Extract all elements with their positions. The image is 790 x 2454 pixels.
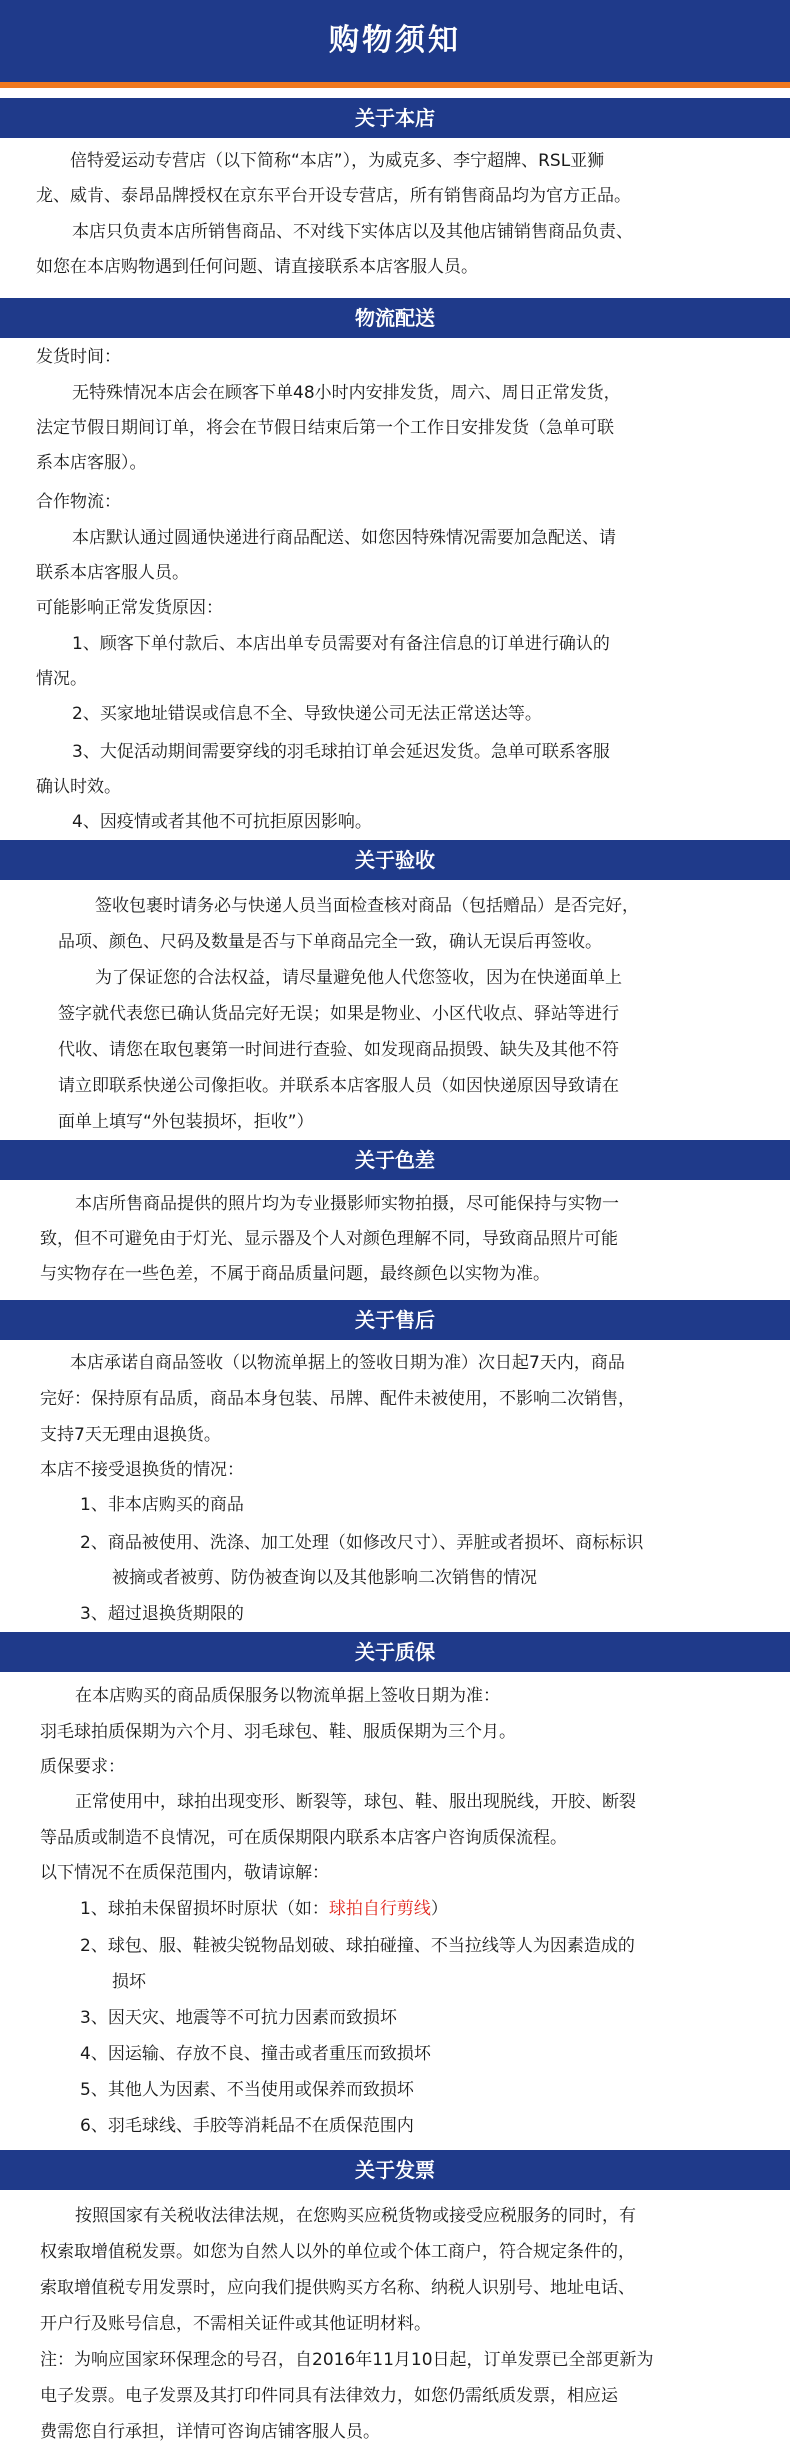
warranty-line-6: 以下情况不在质保范围内，敬请谅解： xyxy=(40,1863,329,1883)
about-line-1: 倍特爱运动专营店（以下简称“本店”），为威克多、李宁超牌、RSL亚狮 xyxy=(70,151,605,171)
aftersale-line-2: 完好：保持原有品质，商品本身包装、吊牌、配件未被使用，不影响二次销售， xyxy=(40,1389,635,1409)
section-heading-warranty: 关于质保 xyxy=(0,1632,790,1672)
invoice-line-6: 电子发票。电子发票及其打印件同具有法律效力，如您仍需纸质发票，相应运 xyxy=(40,2386,618,2406)
page-title: 购物须知 xyxy=(329,23,461,58)
inspection-line-2: 品项、颜色、尺码及数量是否与下单商品完全一致，确认无误后再签收。 xyxy=(58,932,602,952)
logistics-line-3: 法定节假日期间订单，将会在节假日结束后第一个工作日安排发货（急单可联 xyxy=(36,418,614,438)
section-heading-color: 关于色差 xyxy=(0,1140,790,1180)
warranty-line-1: 在本店购买的商品质保服务以物流单据上签收日期为准： xyxy=(75,1686,500,1706)
logistics-line-14: 4、因疫情或者其他不可抗拒原因影响。 xyxy=(72,812,372,832)
logistics-line-1: 发货时间： xyxy=(36,347,121,367)
color-line-1: 本店所售商品提供的照片均为专业摄影师实物拍摄，尽可能保持与实物一 xyxy=(75,1194,619,1214)
warranty-line-8: 2、球包、服、鞋被尖锐物品划破、球拍碰撞、不当拉线等人为因素造成的 xyxy=(80,1936,635,1956)
section-heading-about: 关于本店 xyxy=(0,98,790,138)
about-line-4: 如您在本店购物遇到任何问题、请直接联系本店客服人员。 xyxy=(36,257,478,277)
aftersale-line-8: 3、超过退换货期限的 xyxy=(80,1604,244,1624)
logistics-line-11: 2、买家地址错误或信息不全、导致快递公司无法正常送达等。 xyxy=(72,704,542,724)
section-heading-inspection: 关于验收 xyxy=(0,840,790,880)
color-line-2: 致，但不可避免由于灯光、显示器及个人对颜色理解不同，导致商品照片可能 xyxy=(40,1229,618,1249)
about-line-3: 本店只负责本店所销售商品、不对线下实体店以及其他店铺销售商品负责、 xyxy=(72,222,633,242)
warranty-line-10: 3、因天灾、地震等不可抗力因素而致损坏 xyxy=(80,2008,397,2028)
warranty-line-7-close: ） xyxy=(430,1899,448,1919)
inspection-line-5: 代收、请您在取包裹第一时间进行查验、如发现商品损毁、缺失及其他不符 xyxy=(58,1040,619,1060)
logistics-line-2: 无特殊情况本店会在顾客下单48小时内安排发货，周六、周日正常发货， xyxy=(72,383,621,403)
aftersale-line-1: 本店承诺自商品签收（以物流单据上的签收日期为准）次日起7天内，商品 xyxy=(70,1353,625,1373)
warranty-line-7-text: 1、球拍未保留损坏时原状（如： xyxy=(80,1899,329,1919)
invoice-line-5: 注：为响应国家环保理念的号召，自2016年11月10日起，订单发票已全部更新为 xyxy=(40,2350,654,2370)
header-accent-stripe xyxy=(0,82,790,88)
aftersale-line-4: 本店不接受退换货的情况： xyxy=(40,1460,244,1480)
color-line-3: 与实物存在一些色差，不属于商品质量问题，最终颜色以实物为准。 xyxy=(40,1264,550,1284)
logistics-line-7: 联系本店客服人员。 xyxy=(36,563,189,583)
warranty-line-5: 等品质或制造不良情况，可在质保期限内联系本店客户咨询质保流程。 xyxy=(40,1828,567,1848)
aftersale-line-5: 1、非本店购买的商品 xyxy=(80,1495,244,1515)
aftersale-line-7: 被摘或者被剪、防伪被查询以及其他影响二次销售的情况 xyxy=(112,1568,537,1588)
about-line-2: 龙、威肯、泰昂品牌授权在京东平台开设专营店，所有销售商品均为官方正品。 xyxy=(36,186,631,206)
warranty-line-2: 羽毛球拍质保期为六个月、羽毛球包、鞋、服质保期为三个月。 xyxy=(40,1722,516,1742)
warranty-line-9: 损坏 xyxy=(112,1972,146,1992)
invoice-line-4: 开户行及账号信息，不需相关证件或其他证明材料。 xyxy=(40,2314,431,2334)
logistics-line-4: 系本店客服）。 xyxy=(36,453,147,473)
section-heading-aftersale: 关于售后 xyxy=(0,1300,790,1340)
warranty-line-11: 4、因运输、存放不良、撞击或者重压而致损坏 xyxy=(80,2044,431,2064)
invoice-line-2: 权索取增值税发票。如您为自然人以外的单位或个体工商户，符合规定条件的， xyxy=(40,2242,635,2262)
section-heading-logistics: 物流配送 xyxy=(0,298,790,338)
warranty-highlight-text: 球拍自行剪线 xyxy=(328,1899,431,1919)
warranty-line-12: 5、其他人为因素、不当使用或保养而致损坏 xyxy=(80,2080,414,2100)
warranty-line-4: 正常使用中，球拍出现变形、断裂等，球包、鞋、服出现脱线，开胶、断裂 xyxy=(75,1792,636,1812)
logistics-line-5: 合作物流： xyxy=(36,492,121,512)
logistics-line-9: 1、顾客下单付款后、本店出单专员需要对有备注信息的订单进行确认的 xyxy=(72,634,610,654)
invoice-line-7: 费需您自行承担，详情可咨询店铺客服人员。 xyxy=(40,2422,380,2442)
logistics-line-10: 情况。 xyxy=(36,669,87,689)
inspection-line-6: 请立即联系快递公司像拒收。并联系本店客服人员（如因快递原因导致请在 xyxy=(58,1076,619,1096)
logistics-line-12: 3、大促活动期间需要穿线的羽毛球拍订单会延迟发货。急单可联系客服 xyxy=(72,742,610,762)
logistics-line-6: 本店默认通过圆通快递进行商品配送、如您因特殊情况需要加急配送、请 xyxy=(72,528,616,548)
logistics-line-13: 确认时效。 xyxy=(36,777,121,797)
inspection-line-3: 为了保证您的合法权益，请尽量避免他人代您签收，因为在快递面单上 xyxy=(95,968,622,988)
aftersale-line-3: 支持7天无理由退换货。 xyxy=(40,1425,221,1445)
invoice-line-3: 索取增值税专用发票时，应向我们提供购买方名称、纳税人识别号、地址电话、 xyxy=(40,2278,635,2298)
section-heading-invoice: 关于发票 xyxy=(0,2150,790,2190)
invoice-line-1: 按照国家有关税收法律法规，在您购买应税货物或接受应税服务的同时，有 xyxy=(75,2206,636,2226)
inspection-line-1: 签收包裹时请务必与快递人员当面检查核对商品（包括赠品）是否完好， xyxy=(95,896,639,916)
warranty-line-13: 6、羽毛球线、手胶等消耗品不在质保范围内 xyxy=(80,2116,414,2136)
inspection-line-7: 面单上填写“外包装损坏，拒收”） xyxy=(58,1112,314,1132)
warranty-line-3: 质保要求： xyxy=(40,1757,125,1777)
logistics-line-8: 可能影响正常发货原因： xyxy=(36,598,223,618)
inspection-line-4: 签字就代表您已确认货品完好无误；如果是物业、小区代收点、驿站等进行 xyxy=(58,1004,619,1024)
warranty-line-7 xyxy=(80,1893,448,1926)
aftersale-line-6: 2、商品被使用、洗涤、加工处理（如修改尺寸）、弄脏或者损坏、商标标识 xyxy=(80,1533,644,1553)
